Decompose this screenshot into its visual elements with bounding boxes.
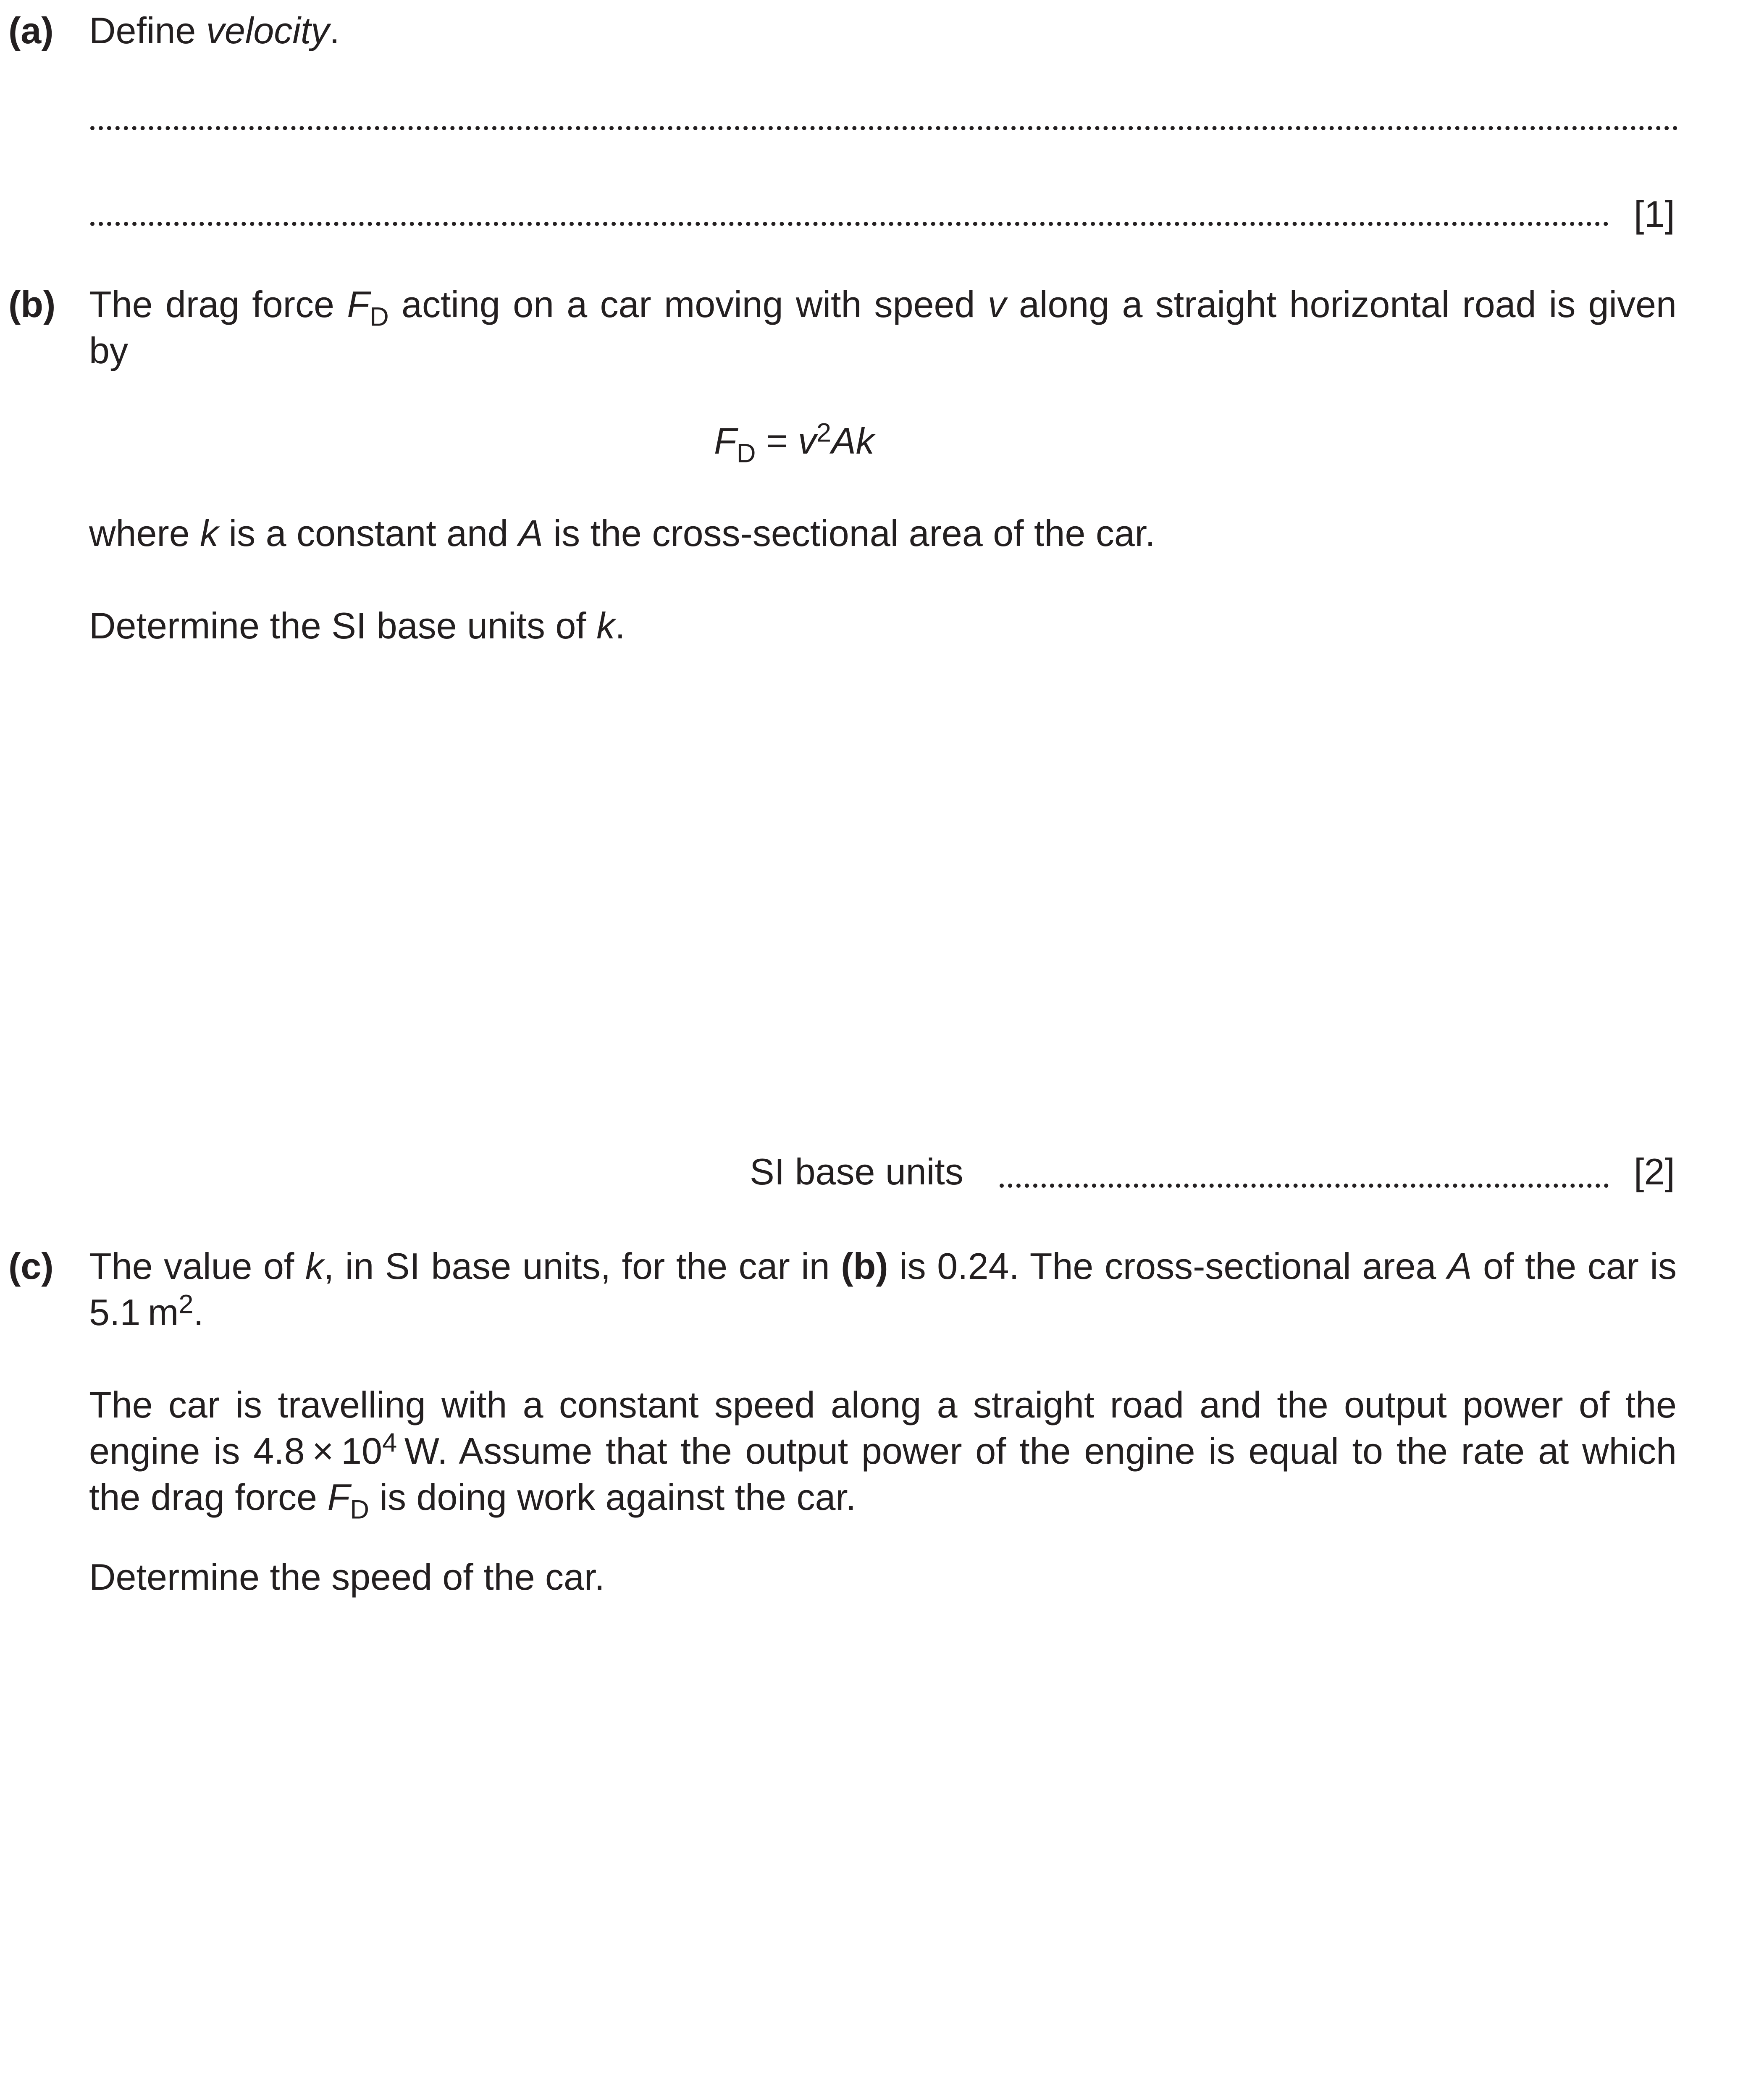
symbol-A: A bbox=[1447, 1245, 1472, 1287]
eq-F: F bbox=[714, 420, 737, 462]
prompt-text: Define bbox=[89, 10, 196, 51]
part-c-para1 bbox=[89, 1243, 1677, 1336]
symbol-k: k bbox=[305, 1245, 324, 1287]
drag-equation bbox=[714, 418, 874, 468]
para-text: of the car is 5.1 m bbox=[89, 1245, 1677, 1333]
answer-line-a2[interactable] bbox=[90, 222, 1609, 226]
symbol-F: F bbox=[327, 1476, 350, 1518]
symbol-k: k bbox=[596, 605, 615, 646]
para-text: The value of bbox=[89, 1245, 294, 1287]
marks-a: [1] bbox=[1634, 193, 1675, 235]
where-text: is a constant and bbox=[228, 512, 508, 554]
part-ref-b: (b) bbox=[841, 1245, 888, 1287]
prompt-punct: . bbox=[329, 10, 340, 51]
exp-4: 4 bbox=[382, 1428, 397, 1458]
symbol-F: F bbox=[347, 284, 370, 325]
part-a-label: (a) bbox=[8, 10, 54, 51]
si-units-label: SI base units bbox=[750, 1151, 963, 1192]
eq-v: v bbox=[798, 420, 816, 462]
intro-text: acting on a car moving with speed bbox=[402, 284, 975, 325]
symbol-v: v bbox=[987, 284, 1006, 325]
para-text: is 0.24. The cross-sectional area bbox=[899, 1245, 1436, 1287]
answer-line-a1[interactable] bbox=[90, 126, 1678, 130]
prompt-term: velocity bbox=[206, 10, 330, 51]
eq-exp: 2 bbox=[816, 418, 832, 448]
marks-b: [2] bbox=[1634, 1151, 1675, 1192]
symbol-k: k bbox=[200, 512, 219, 554]
eq-equals: = bbox=[756, 420, 798, 462]
part-c-label: (c) bbox=[8, 1245, 54, 1287]
para-text: The car is travelling with a constant speed along a straight road and the output power of the engine is 4.8 × 10 bbox=[89, 1384, 1677, 1472]
eq-sub-D: D bbox=[736, 438, 756, 468]
determine-text: Determine the SI base units of bbox=[89, 605, 586, 646]
part-b-determine bbox=[89, 603, 625, 649]
part-b-label: (b) bbox=[8, 284, 56, 325]
intro-text: along a straight horizontal road is given by bbox=[89, 284, 1677, 371]
part-a-prompt bbox=[89, 8, 340, 54]
para-text: W. Assume that the output power of the engine is equal to the rate at which the drag force bbox=[89, 1430, 1677, 1518]
si-units-answer-line[interactable] bbox=[1000, 1184, 1609, 1188]
para-text: , in SI base units, for the car in bbox=[323, 1245, 830, 1287]
subscript-D: D bbox=[350, 1495, 369, 1525]
where-text: is the cross-sectional area of the car. bbox=[553, 512, 1155, 554]
where-text: where bbox=[89, 512, 190, 554]
part-b-where bbox=[89, 510, 1155, 556]
part-b-intro bbox=[89, 281, 1677, 374]
intro-text: The drag force bbox=[89, 284, 334, 325]
subscript-D: D bbox=[369, 302, 389, 332]
eq-Ak: Ak bbox=[831, 420, 874, 462]
part-c-determine: Determine the speed of the car. bbox=[89, 1556, 605, 1598]
symbol-A: A bbox=[518, 512, 543, 554]
para-punct: . bbox=[193, 1292, 204, 1333]
determine-punct: . bbox=[615, 605, 625, 646]
exp-2: 2 bbox=[178, 1289, 194, 1319]
part-c-para2 bbox=[89, 1382, 1677, 1525]
para-text: is doing work against the car. bbox=[379, 1476, 856, 1518]
